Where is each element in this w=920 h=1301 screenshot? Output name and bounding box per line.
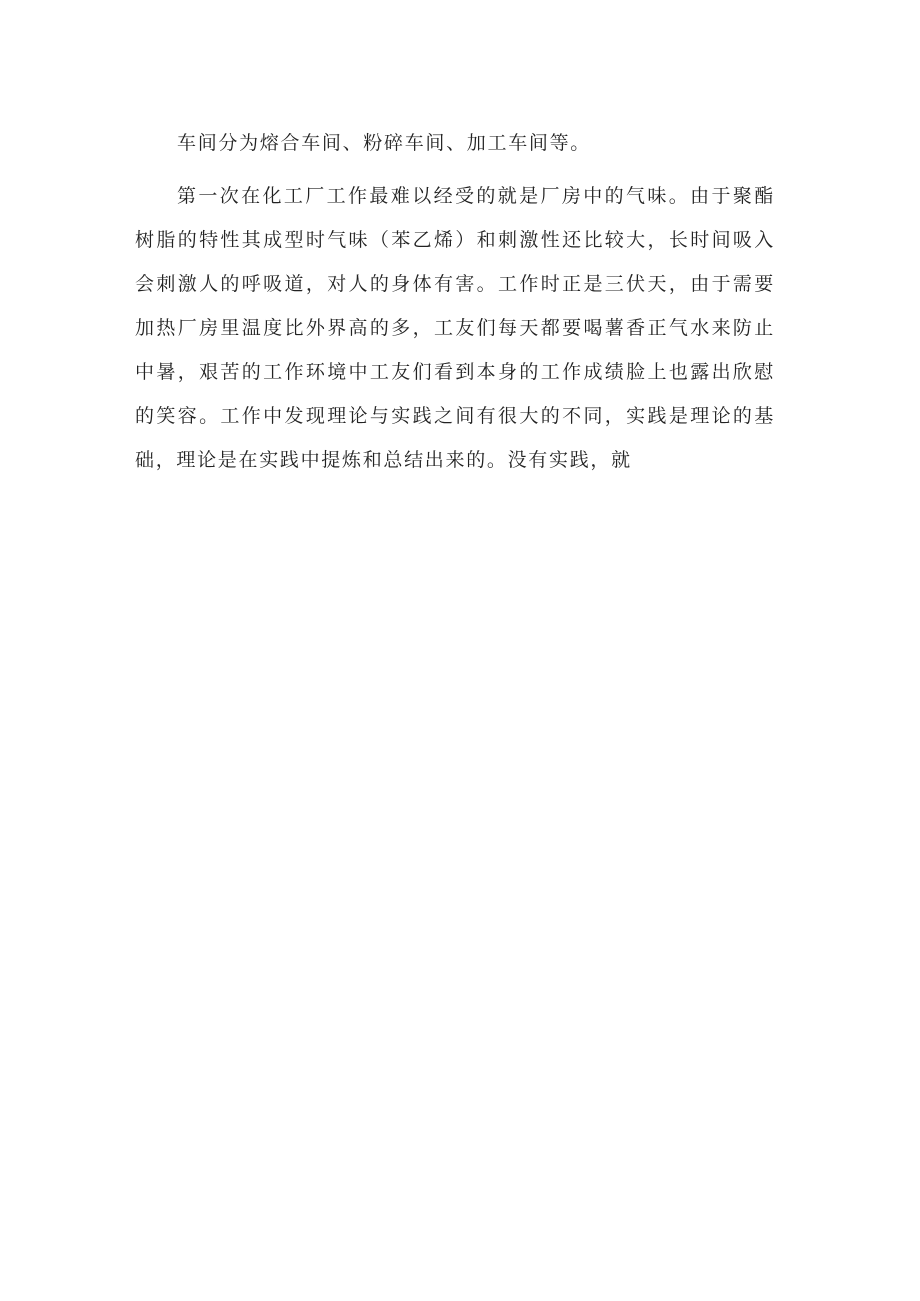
document-body [135, 121, 775, 482]
paragraph-factory-experience: 第一次在化工厂工作最难以经受的就是厂房中的气味。由于聚酯树脂的特性其成型时气味（苯乙烯）和刺激性还比较大，长时间吸入会刺激人的呼吸道，对人的身体有害。工作时正是三伏天，由于需要加热厂房里温度比外界高的多，工友们每天都要喝薯香正气水来防止中暑，艰苦的工作环境中工友们看到本身的工作成绩脸上也露出欣慰的笑容。工作中发现理论与实践之间有很大的不同，实践是理论的基础，理论是在实践中提炼和总结出来的。没有实践，就 [135, 185, 775, 471]
paragraph-workshops: 车间分为熔合车间、粉碎车间、加工车间等。 [177, 132, 592, 154]
